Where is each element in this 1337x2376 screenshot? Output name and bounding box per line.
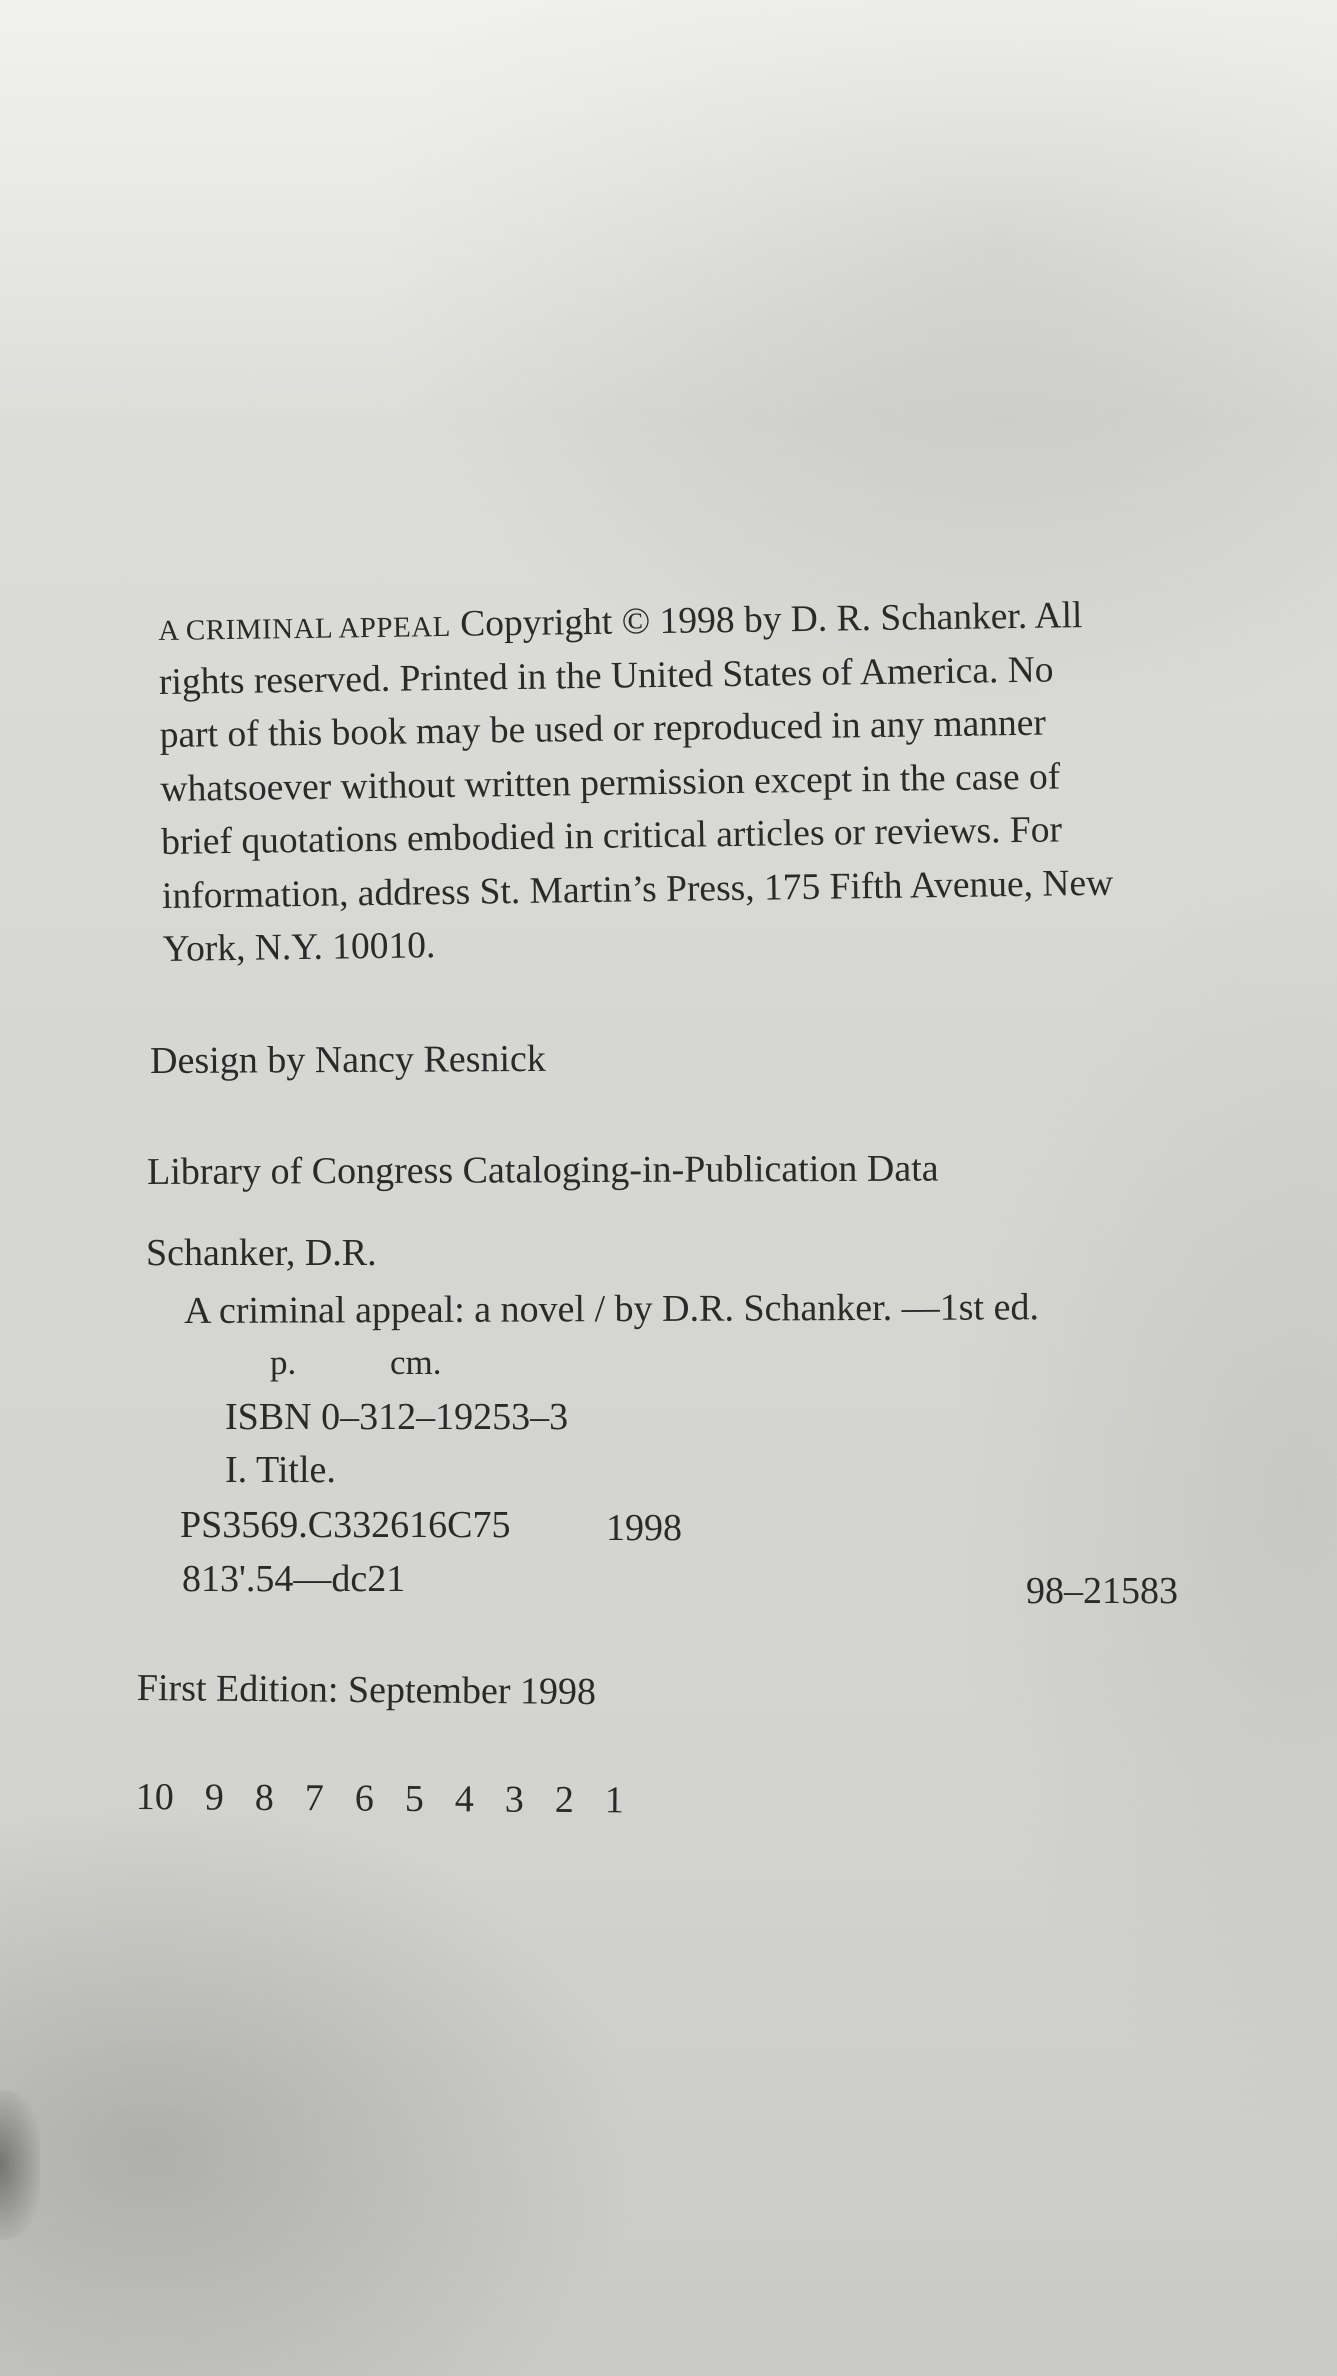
cip-author: Schanker, D.R. [146, 1232, 377, 1274]
cip-heading: Library of Congress Cataloging-in-Publication Data [146, 1147, 939, 1193]
cip-title-line: A criminal appeal: a novel / by D.R. Schanker. —1st ed. [183, 1286, 1039, 1332]
cip-lc-class: PS3569.C332616C75 [180, 1504, 511, 1546]
copyright-line-6: information, address St. Martin’s Press, 175 Fifth Avenue, New [161, 862, 1114, 917]
cip-subject: I. Title. [225, 1449, 336, 1491]
copyright-line-7: York, N.Y. 10010. [162, 925, 436, 970]
design-credit: Design by Nancy Resnick [149, 1037, 546, 1082]
cip-isbn: ISBN 0–312–19253–3 [225, 1396, 569, 1438]
copyright-line-3: part of this book may be used or reproduced in any manner [159, 702, 1047, 756]
copyright-line-4: whatsoever without written permission except in the case of [160, 755, 1061, 810]
printing-line: 10 9 8 7 6 5 4 3 2 1 [135, 1776, 625, 1822]
cip-lccn: 98–21583 [1026, 1570, 1178, 1612]
copyright-statement: Copyright © 1998 by D. R. Schanker. All [459, 595, 1083, 645]
cip-size: cm. [390, 1343, 442, 1382]
book-title-smallcaps: A CRIMINAL APPEAL [158, 610, 452, 647]
copyright-notice [158, 597, 1114, 985]
copyright-line-2: rights reserved. Printed in the United States of America. No [158, 649, 1054, 703]
cip-pages: p. [270, 1343, 297, 1382]
edition-statement: First Edition: September 1998 [136, 1667, 597, 1714]
cip-lc-year: 1998 [606, 1507, 682, 1549]
copyright-line-5: brief quotations embodied in critical articles or reviews. For [160, 809, 1063, 863]
cip-dewey: 813'.54—dc21 [182, 1558, 406, 1600]
